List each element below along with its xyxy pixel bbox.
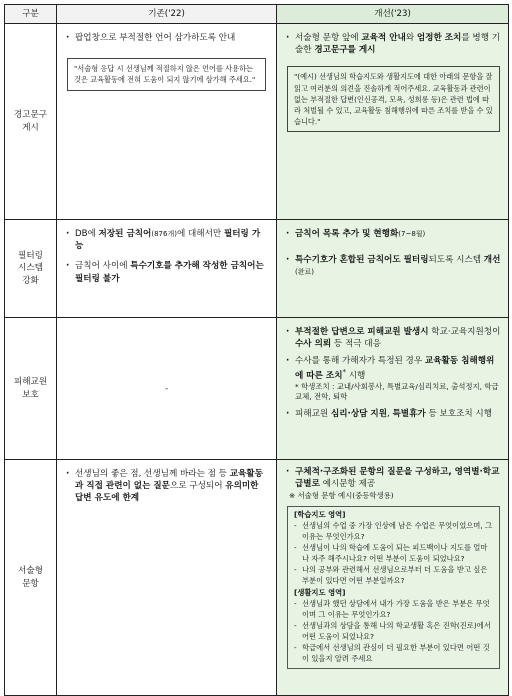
new-cell-filter: [277, 220, 509, 318]
new-item-structured: · 구체적·구조화된 문항의 질문을 구성하고, 영역별·학교급별로 예시문항 제공: [285, 466, 502, 490]
new-cell-descriptive: [277, 460, 509, 696]
sample-question: - 선생님이 나의 학습에 도움이 되는 피드백이나 지도를 얼마나 자주 해주시나요? 어떤 부분이 도움이 되었나요?: [294, 543, 493, 565]
new-item-warning: · 서술형 문항 앞에 교육적 안내와 엄정한 조치를 병행 기술한 경고문구를 게시: [285, 32, 502, 56]
sample-question: - 선생님과의 상담을 통해 나의 학교생활 혹은 진학(진로)에서 어떤 도움이 되었나요?: [294, 621, 493, 643]
new-item-list: · 금칙어 목록 추가 및 현행화(7~8월): [285, 228, 502, 240]
student-measures-note: * 학생조치 : 교내/사회봉사, 특별교육/심리치료, 출석정지, 학급교체, 전학, 퇴학: [295, 381, 499, 402]
new-item-investigation: · 부적절한 답변으로 피해교원 발생시 학교·교육지원청이 수사 의뢰 등 적극 대응: [285, 326, 502, 350]
old-item-questions: · 선생님의 좋은 점, 선생님께 바라는 점 등 교육활동과 직접 관련이 없는 질문으로 구성되어 유의미한 답변 유도에 한계: [65, 468, 268, 505]
new-item-support: · 피해교원 심리·상담 지원, 특별휴가 등 보호조치 시행: [285, 408, 502, 420]
sample-heading-life: [생활지도 영역]: [294, 588, 346, 598]
table-header-row: [5, 5, 509, 24]
old-cell-filter: [57, 220, 277, 318]
old-cell-warning: [57, 24, 277, 220]
new-cell-warning: [277, 24, 509, 220]
new-item-measures: · 수사를 통해 가해자가 특정된 경우 교육활동 침해행위에 따른 조치* 시행: [285, 355, 502, 381]
sample-question: - 선생님과 했던 상담에서 내가 가장 도움을 받은 부분은 무엇이며 그 이유는 무엇인가요?: [294, 599, 493, 621]
old-item-popup: · 팝업창으로 부적절한 언어 삼가하도록 안내: [65, 32, 268, 44]
sample-question: - 학급에서 선생님의 관심이 더 필요한 부분이 있다면 어떤 것이 있을지 알려 주세요: [294, 643, 493, 665]
sample-heading-learning: [학습지도 영역]: [294, 509, 346, 519]
old-cell-protection: [57, 318, 277, 460]
old-cell-descriptive: [57, 460, 277, 696]
new-quote-box: "(예시) 선생님의 학습지도와 생활지도에 대한 아래의 문항을 잘 읽고 여러분의 의견을 진솔하게 적어주세요. 교육활동과 관련이 없는 부적절한 답변(인신공격, 모욕, 성희롱 등)은 관련 법에 따라 처벌될 수 있고, 교육활동 침해행위에 따른 조치를 받을 수 있습니다.": [287, 66, 500, 132]
header-old: 기존('22): [57, 5, 277, 24]
new-cell-protection: [277, 318, 509, 460]
header-new: 개선('23): [277, 5, 509, 24]
row-category-filter: 필터링 시스템 강화: [5, 220, 57, 318]
table-row-warning: [5, 24, 509, 220]
header-category: 구분: [5, 5, 57, 24]
new-item-special: · 특수기호가 혼합된 금칙어도 필터링되도록 시스템 개선(완료): [285, 254, 502, 278]
row-category-warning: 경고문구 게시: [5, 24, 57, 220]
empty-dash: -: [164, 384, 169, 395]
table-row-protection: [5, 318, 509, 460]
old-item-special: · 금칙어 사이에 특수기호를 추가해 작성한 금칙어는 필터링 불가: [65, 260, 268, 284]
old-item-db: · DB에 저장된 금칙어(876개)에 대해서만 필터링 가능: [65, 228, 268, 252]
old-quote-box: "서술형 응답 시 선생님께 적절하지 않은 언어를 사용하는 것은 교육활동에 전혀 도움이 되지 않기에 삼가해 주세요.": [67, 58, 266, 90]
sample-questions-box: [287, 506, 500, 669]
table-row-descriptive: [5, 460, 509, 696]
sample-note: ※ 서술형 문항 예시(중등학생용): [289, 491, 394, 501]
sample-question: - 선생님의 수업 중 가장 인상에 남은 수업은 무엇이었으며, 그 이유는 무엇인가요?: [294, 521, 493, 543]
row-category-protection: 피해교원 보호: [5, 318, 57, 460]
row-category-descriptive: 서술형 문항: [5, 460, 57, 696]
comparison-table: [4, 4, 509, 696]
table-row-filter: [5, 220, 509, 318]
sample-question: - 나의 공부와 관련해서 선생님으로부터 더 도움을 받고 싶은 부분이 있다면 어떤 부분일까요?: [294, 565, 493, 587]
